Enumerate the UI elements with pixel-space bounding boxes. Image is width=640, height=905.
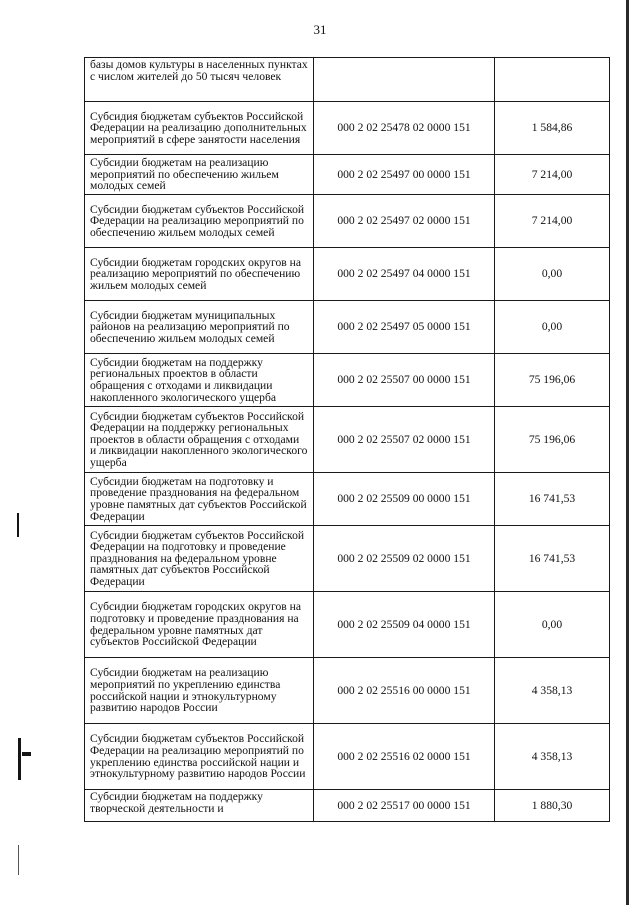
row-name-cell	[85, 724, 314, 790]
scan-artifact-left-top	[17, 513, 19, 537]
row-code: 000 2 02 25516 02 0000 151	[314, 724, 495, 790]
scan-artifact-left-wedge	[22, 752, 31, 756]
scan-artifact-right-edge	[626, 0, 629, 905]
row-code: 000 2 02 25478 02 0000 151	[314, 102, 495, 155]
row-code	[314, 58, 495, 102]
row-code: 000 2 02 25509 04 0000 151	[314, 592, 495, 658]
row-name-cell	[85, 195, 314, 248]
row-name: Субсидии бюджетам на поддержку региональных проектов в области обращения с отходами и ликвидации накопленного экологического ущерба	[90, 355, 277, 404]
row-amount: 0,00	[495, 248, 610, 301]
row-code: 000 2 02 25497 00 0000 151	[314, 155, 495, 195]
row-code: 000 2 02 25507 02 0000 151	[314, 407, 495, 473]
table-row	[85, 58, 610, 102]
row-name-cell	[85, 248, 314, 301]
row-name-cell	[85, 354, 314, 407]
row-name-cell	[85, 473, 314, 526]
row-amount: 1 880,30	[495, 790, 610, 822]
row-name-cell	[85, 301, 314, 354]
row-amount: 4 358,13	[495, 724, 610, 790]
row-code: 000 2 02 25509 02 0000 151	[314, 526, 495, 592]
row-name-cell	[85, 592, 314, 658]
row-code: 000 2 02 25497 05 0000 151	[314, 301, 495, 354]
table-row	[85, 526, 610, 592]
row-code: 000 2 02 25516 00 0000 151	[314, 658, 495, 724]
budget-table	[84, 57, 610, 822]
table-row	[85, 301, 610, 354]
table-row	[85, 155, 610, 195]
row-name: Субсидии бюджетам на подготовку и проведение празднования на федеральном уровне памятных дат субъектов Российской Федерации	[90, 474, 307, 523]
row-name: Субсидии бюджетам муниципальных районов на реализацию мероприятий по обеспечению жильем молодых семей	[90, 308, 290, 345]
table-row	[85, 592, 610, 658]
row-code: 000 2 02 25517 00 0000 151	[314, 790, 495, 822]
row-name: Субсидии бюджетам субъектов Российской Федерации на реализацию мероприятий по обеспечению жильем молодых семей	[90, 202, 305, 239]
table-row	[85, 790, 610, 822]
scan-artifact-left-mid	[18, 738, 21, 780]
row-name: Субсидии бюджетам на поддержку творческой деятельности и	[90, 790, 263, 815]
row-name: Субсидии бюджетам субъектов Российской Федерации на реализацию мероприятий по укреплению единства российской нации и этнокультурному развитию народов России	[90, 732, 306, 781]
row-amount: 0,00	[495, 592, 610, 658]
row-amount: 16 741,53	[495, 473, 610, 526]
row-amount: 0,00	[495, 301, 610, 354]
row-name-cell	[85, 102, 314, 155]
row-name: базы домов культуры в населенных пунктах с числом жителей до 50 тысяч человек	[90, 58, 308, 83]
table-body	[85, 58, 610, 822]
page-number: 31	[313, 22, 327, 37]
row-name: Субсидии бюджетам городских округов на подготовку и проведение празднования на федеральном уровне памятных дат субъектов Российской Федерации	[90, 600, 301, 649]
row-code: 000 2 02 25509 00 0000 151	[314, 473, 495, 526]
row-name: Субсидия бюджетам субъектов Российской Федерации на реализацию дополнительных мероприятий в сфере занятости населения	[90, 109, 307, 146]
scan-artifact-left-bottom	[18, 845, 19, 875]
table-row	[85, 658, 610, 724]
row-code: 000 2 02 25507 00 0000 151	[314, 354, 495, 407]
row-name: Субсидии бюджетам на реализацию мероприятий по обеспечению жильем молодых семей	[90, 156, 279, 193]
row-name: Субсидии бюджетам городских округов на реализацию мероприятий по обеспечению жильем молодых семей	[90, 255, 301, 292]
row-name-cell	[85, 58, 314, 102]
row-amount: 1 584,86	[495, 102, 610, 155]
row-amount: 7 214,00	[495, 155, 610, 195]
row-amount	[495, 58, 610, 102]
row-code: 000 2 02 25497 04 0000 151	[314, 248, 495, 301]
row-amount: 7 214,00	[495, 195, 610, 248]
row-code: 000 2 02 25497 02 0000 151	[314, 195, 495, 248]
table-row	[85, 248, 610, 301]
table-row	[85, 102, 610, 155]
row-amount: 75 196,06	[495, 354, 610, 407]
row-amount: 16 741,53	[495, 526, 610, 592]
table-row	[85, 473, 610, 526]
row-amount: 4 358,13	[495, 658, 610, 724]
row-name-cell	[85, 658, 314, 724]
row-name-cell	[85, 526, 314, 592]
table-row	[85, 724, 610, 790]
row-name-cell	[85, 407, 314, 473]
row-name-cell	[85, 790, 314, 822]
row-name: Субсидии бюджетам на реализацию мероприятий по укреплению единства российской нации и этнокультурному развитию народов России	[90, 666, 281, 715]
table-row	[85, 407, 610, 473]
table-row	[85, 354, 610, 407]
row-name-cell	[85, 155, 314, 195]
row-name: Субсидии бюджетам субъектов Российской Федерации на подготовку и проведение празднования на федеральном уровне памятных дат субъектов Российской Федерации	[90, 528, 305, 588]
row-name: Субсидии бюджетам субъектов Российской Федерации на поддержку региональных проектов в области обращения с отходами и ликвидации накопленного экологического ущерба	[90, 409, 308, 469]
row-amount: 75 196,06	[495, 407, 610, 473]
table-row	[85, 195, 610, 248]
